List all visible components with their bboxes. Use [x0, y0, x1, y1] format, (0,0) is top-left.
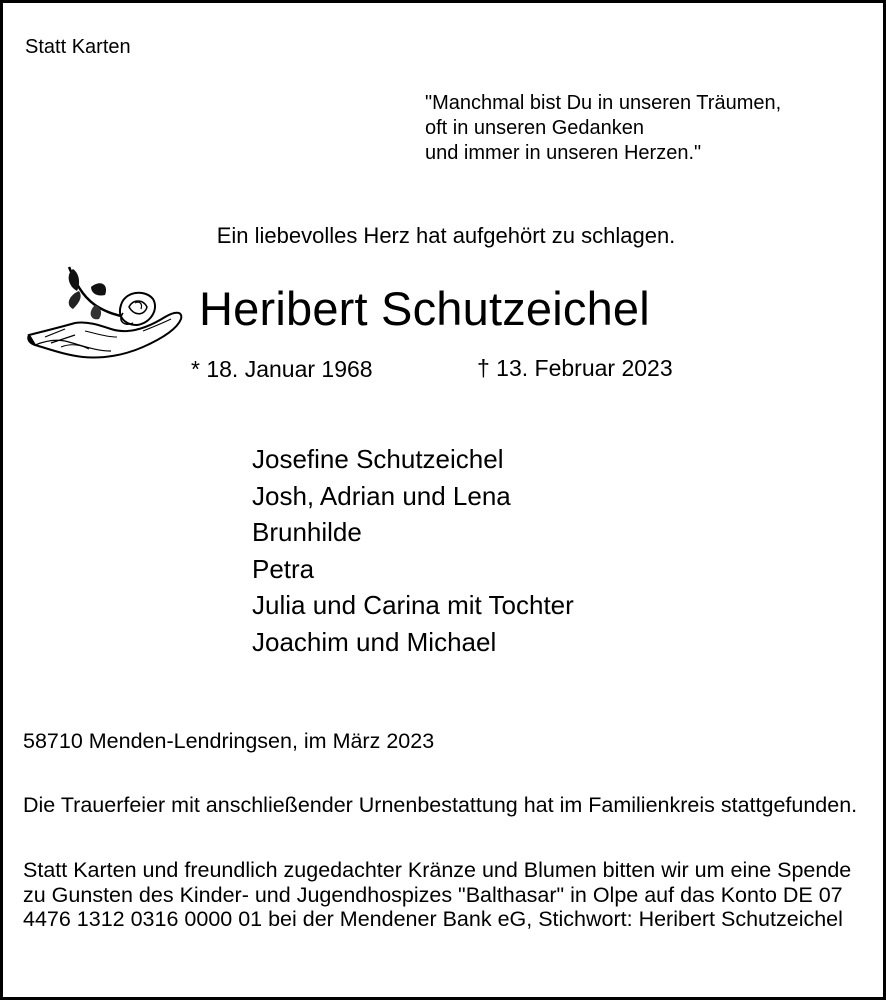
deceased-name: Heribert Schutzeichel: [199, 282, 650, 335]
quote-line: oft in unseren Gedanken: [425, 117, 645, 139]
hand-with-rose-icon: [25, 261, 187, 365]
donation-info-paragraph: Statt Karten und freundlich zugedachter Kränze und Blumen bitten wir um eine Spende zu Gunsten des Kinder- und Jugendhospizes "Balthasar" in Olpe auf das Konto DE 07 4476 1312 0316 0000 01 bei der Mendener Bank eG, Stichwort: Heribert Schutzeichel: [23, 858, 852, 931]
mourner-item: Petra: [252, 553, 315, 584]
mourner-item: Josefine Schutzeichel: [252, 444, 504, 474]
birth-date: * 18. Januar 1968: [191, 356, 373, 382]
quote-block: [425, 91, 781, 166]
funeral-info-paragraph: Die Trauerfeier mit anschließender Urnenbestattung hat im Familienkreis stattgefunden.: [23, 793, 858, 817]
quote-line: "Manchmal bist Du in unseren Träumen,: [425, 92, 782, 114]
death-date: † 13. Februar 2023: [477, 355, 673, 381]
mourner-item: Julia und Carina mit Tochter: [252, 590, 574, 620]
quote-line: und immer in unseren Herzen.": [425, 142, 702, 164]
header-label: Statt Karten: [25, 36, 131, 58]
mourner-item: Joachim und Michael: [252, 626, 497, 657]
mourners-list: [252, 441, 574, 660]
intro-text: Ein liebevolles Herz hat aufgehört zu schlagen.: [216, 223, 676, 248]
place-and-date: 58710 Menden-Lendringsen, im März 2023: [23, 729, 435, 753]
mourner-item: Josh, Adrian und Lena: [252, 480, 511, 511]
mourner-item: Brunhilde: [252, 517, 362, 547]
